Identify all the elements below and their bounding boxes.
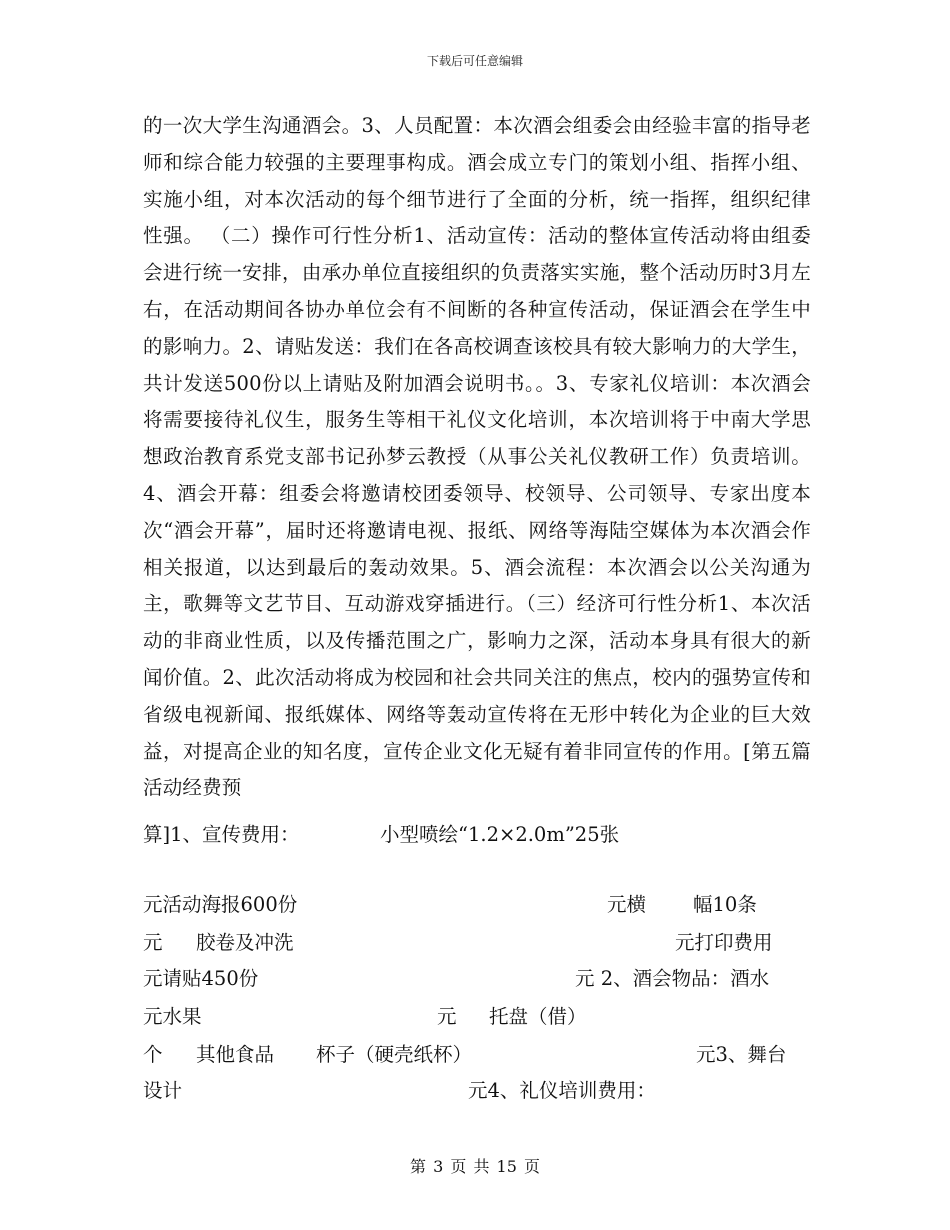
budget-row-1: [143, 816, 811, 853]
document-body: [143, 108, 811, 807]
page-number: 第 3 页 共 15 页: [410, 1157, 540, 1176]
budget-cell: 元水果: [143, 1005, 202, 1028]
budget-cell: 元 2、酒会物品：酒水: [575, 967, 770, 990]
budget-cell: 小型喷绘“1.2×2.0m”25张: [380, 823, 620, 846]
body-paragraph: 的一次大学生沟通酒会。3、人员配置：本次酒会组委会由经验丰富的指导老师和综合能力较强的主要理事构成。酒会成立专门的策划小组、指挥小组、实施小组，对本次活动的每个细节进行了全面的分析，统一指挥，组织纪律性强。 （二）操作可行性分析1、活动宣传：活动的整体宣传活动将由组委会进行统一安排，由承办单位直接组织的负责落实实施，整个活动历时3月左右，在活动期间各协办单位会有不间断的各种宣传活动，保证酒会在学生中的影响力。2、请贴发送：我们在各高校调查该校具有较大影响力的大学生，共计发送500份以上请贴及附加酒会说明书。。3、专家礼仪培训：本次酒会将需要接待礼仪生，服务生等相干礼仪文化培训，本次培训将于中南大学思想政治教育系党支部书记孙梦云教授（从事公关礼仪教研工作）负责培训。4、酒会开幕：组委会将邀请校团委领导、校领导、公司领导、专家出度本次“酒会开幕”，届时还将邀请电视、报纸、网络等海陆空媒体为本次酒会作相关报道，以达到最后的轰动效果。5、酒会流程：本次酒会以公关沟通为主，歌舞等文艺节目、互动游戏穿插进行。（三）经济可行性分析1、本次活动的非商业性质，以及传播范围之广，影响力之深，活动本身具有很大的新闻价值。2、此次活动将成为校园和社会共同关注的焦点，校内的强势宣传和省级电视新闻、报纸媒体、网络等轰动宣传将在无形中转化为企业的巨大效益，对提高企业的知名度，宣传企业文化无疑有着非同宣传的作用。[第五篇 活动经费预: [143, 114, 811, 800]
budget-cell: 元打印费用: [675, 931, 773, 954]
budget-cell: 幅10条: [693, 893, 757, 916]
budget-cell: 元请贴450份: [143, 967, 259, 990]
budget-cell: 设计: [143, 1079, 183, 1102]
budget-row-7: [143, 1072, 811, 1109]
budget-cell: 元4、礼仪培训费用：: [468, 1079, 656, 1102]
budget-cell: 杯子（硬壳纸杯）: [316, 1043, 473, 1066]
budget-cell: 元: [437, 1005, 457, 1028]
budget-row-5: [143, 998, 811, 1035]
budget-cell: 其他食品: [196, 1043, 275, 1066]
budget-cell: 托盘（借）: [489, 1005, 587, 1028]
budget-cell: 胶卷及冲洗: [196, 931, 294, 954]
budget-row-4: [143, 960, 811, 997]
budget-row-2: [143, 886, 811, 923]
budget-cell: 元横: [607, 893, 647, 916]
budget-row-6: [143, 1036, 811, 1073]
budget-cell: 元: [143, 931, 163, 954]
budget-cell: 算]1、宣传费用：: [143, 823, 300, 846]
budget-row-3: [143, 924, 811, 961]
budget-cell: 元活动海报600份: [143, 893, 298, 916]
page-header: 下载后可任意编辑: [426, 54, 523, 68]
budget-cell: 个: [143, 1043, 163, 1066]
budget-cell: 元3、舞台: [696, 1043, 787, 1066]
